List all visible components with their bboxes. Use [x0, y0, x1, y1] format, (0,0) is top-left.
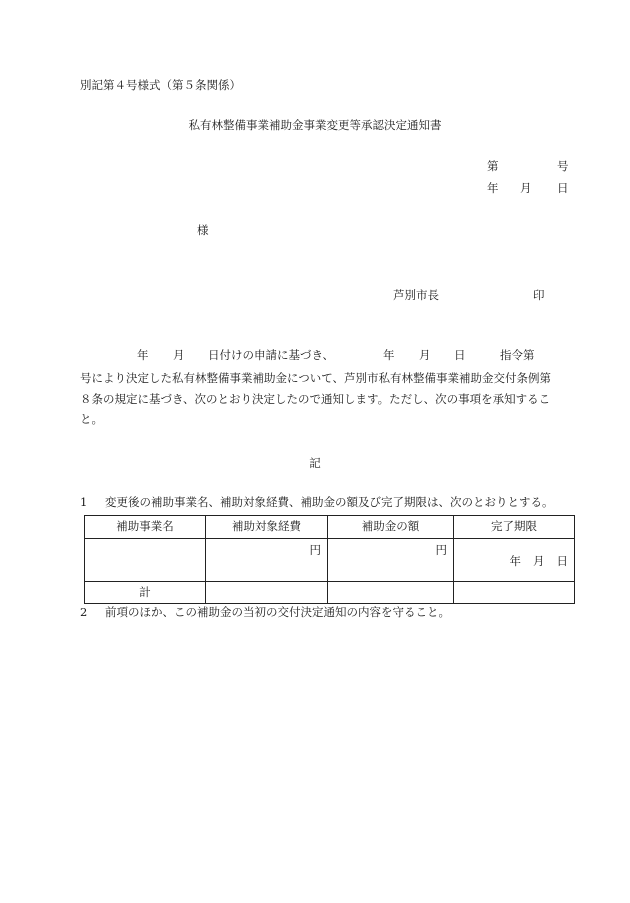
body-paragraph [80, 368, 560, 430]
sender-name: 芦別市長 [393, 288, 439, 302]
seal-mark: 印 [533, 288, 545, 302]
body-line-2: 号により決定した私有林整備事業補助金について、芦別市私有林整備事業補助金交付条例第 [80, 371, 552, 385]
table-header-row [85, 516, 575, 539]
header-deadline: 完了期限 [454, 516, 575, 539]
doc-number-suffix: 号 [557, 159, 569, 173]
total-subsidy-amount [328, 582, 454, 604]
item-1-text: 変更後の補助事業名、補助対象経費、補助金の額及び完了期限は、次のとおりとする。 [104, 495, 554, 509]
header-subsidy-amount: 補助金の額 [328, 516, 454, 539]
item-1 [80, 497, 553, 509]
table-total-row [85, 582, 575, 604]
yen-unit: 円 [435, 543, 447, 557]
directive-year: 年 [383, 348, 395, 362]
item-1-number: 1 [80, 495, 88, 509]
cell-project-name [85, 539, 206, 582]
doc-date-year: 年 [487, 181, 499, 195]
doc-date-month: 月 [520, 181, 532, 195]
application-year: 年 [137, 348, 149, 362]
item-2-text: 前項のほか、この補助金の当初の交付決定通知の内容を守ること。 [104, 605, 450, 619]
subsidy-table [84, 515, 575, 604]
deadline-day: 日 [556, 554, 568, 568]
body-line-3: ８条の規定に基づき、次のとおり決定したので通知します。ただし、次の事項を承知するこ [80, 391, 551, 406]
cell-subsidy-amount [328, 539, 454, 582]
yen-unit: 円 [309, 543, 321, 557]
directive-day: 日 [454, 348, 466, 362]
doc-number-prefix: 第 [487, 159, 499, 173]
cell-deadline [454, 539, 575, 582]
application-month: 月 [173, 348, 185, 362]
application-date-text: 日付けの申請に基づき、 [208, 348, 335, 362]
body-line-4: と。 [80, 412, 103, 426]
total-deadline [454, 582, 575, 604]
directive-month: 月 [419, 348, 431, 362]
table-row [85, 539, 575, 582]
doc-date-day: 日 [557, 181, 569, 195]
item-2 [80, 607, 450, 619]
total-eligible-cost [206, 582, 328, 604]
total-label: 計 [85, 582, 206, 604]
deadline-month: 月 [533, 554, 545, 568]
header-eligible-cost: 補助対象経費 [206, 516, 328, 539]
header-project-name: 補助事業名 [85, 516, 206, 539]
addressee-honorific: 様 [197, 223, 209, 237]
cell-eligible-cost [206, 539, 328, 582]
directive-number-prefix: 指令第 [500, 348, 535, 362]
document-title: 私有林整備事業補助金事業変更等承認決定通知書 [188, 118, 442, 132]
ki-heading: 記 [309, 456, 321, 470]
item-2-number: 2 [80, 605, 88, 619]
deadline-year: 年 [509, 554, 521, 568]
form-label: 別記第４号様式（第５条関係） [80, 78, 241, 92]
deadline-date [498, 556, 569, 568]
